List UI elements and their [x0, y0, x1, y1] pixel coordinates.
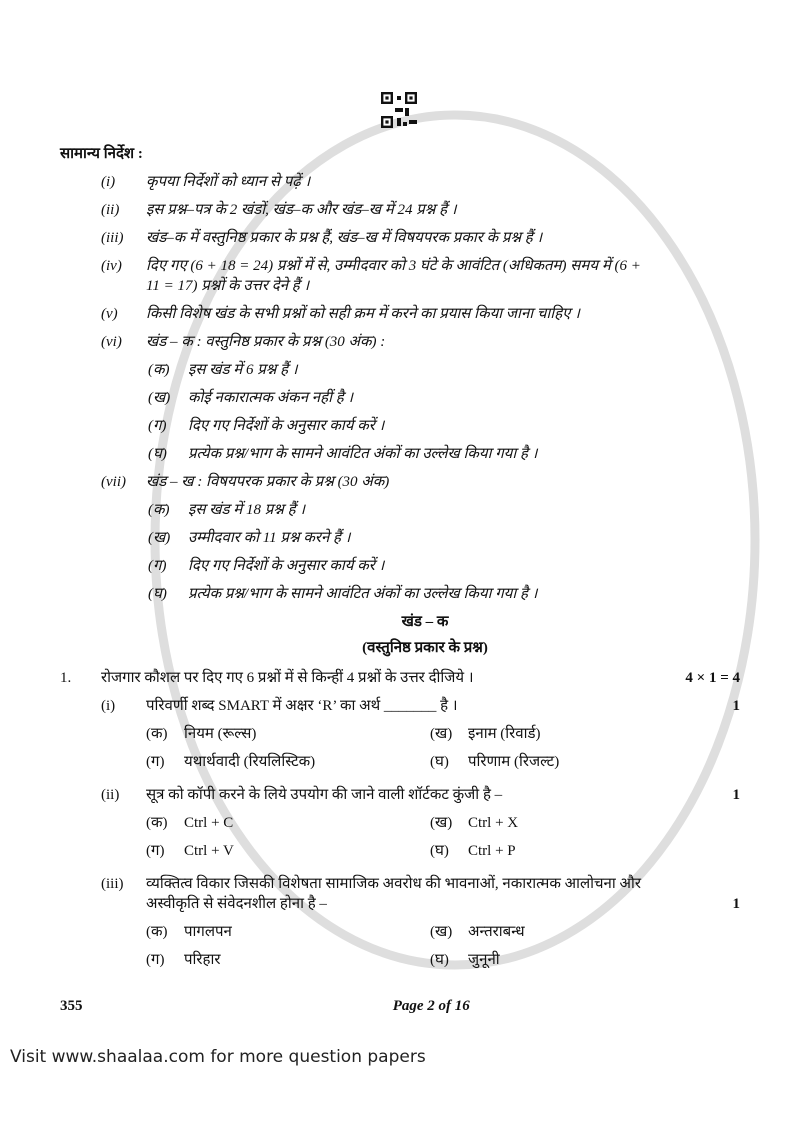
question-marks: 4 × 1 = 4 — [685, 670, 740, 686]
option — [430, 841, 740, 861]
option-text: Ctrl + C — [184, 815, 234, 831]
section-title: खंड – क — [401, 614, 449, 630]
section-subtitle: (वस्तुनिष्ठ प्रकार के प्रश्न) — [362, 640, 488, 656]
footer-link[interactable]: Visit www.shaalaa.com for more question papers — [10, 1047, 426, 1067]
part-num: (iii) — [101, 876, 124, 892]
part-num: (ii) — [101, 787, 120, 803]
option-label: (क) — [146, 924, 168, 940]
sub-item — [60, 556, 740, 576]
instruction-item — [60, 332, 740, 352]
item-num: (vi) — [101, 334, 122, 350]
sub-text: इस खंड में 6 प्रश्न हैं । — [188, 362, 298, 378]
option-label: (ख) — [430, 726, 453, 742]
sub-num: (ग) — [148, 418, 167, 434]
option — [430, 813, 740, 833]
sub-text: इस खंड में 18 प्रश्न हैं । — [188, 502, 306, 518]
sub-text: दिए गए निर्देशों के अनुसार कार्य करें । — [188, 418, 385, 434]
page-footer — [60, 996, 740, 1016]
part-text-block — [146, 874, 717, 914]
option-label: (ग) — [146, 952, 165, 968]
sub-item — [60, 500, 740, 520]
option — [146, 950, 430, 970]
part-marks: 1 — [732, 787, 740, 803]
options-grid — [60, 724, 740, 772]
option-label: (ग) — [146, 843, 165, 859]
sub-text: कोई नकारात्मक अंकन नहीं है । — [188, 390, 354, 406]
part-row — [60, 785, 740, 805]
option — [146, 752, 430, 772]
part-text: व्यक्तित्व विकार जिसकी विशेषता सामाजिक अवरोध की भावनाओं, नकारात्मक आलोचना और — [146, 876, 641, 892]
part-row — [60, 874, 740, 914]
sub-text: दिए गए निर्देशों के अनुसार कार्य करें । — [188, 558, 385, 574]
part-marks: 1 — [732, 698, 740, 714]
item-text: खंड–क में वस्तुनिष्ठ प्रकार के प्रश्न हैं, खंड–ख में विषयपरक प्रकार के प्रश्न हैं । — [146, 230, 543, 246]
sub-item — [60, 528, 740, 548]
instruction-item — [60, 472, 740, 492]
option-text: Ctrl + V — [184, 843, 234, 859]
option-text: अन्तराबन्ध — [468, 924, 525, 940]
option-text: नियम (रूल्स) — [184, 726, 257, 742]
sub-text: प्रत्येक प्रश्न/भाग के सामने आवंटित अंकों का उल्लेख किया गया है । — [188, 586, 538, 602]
item-num: (iv) — [101, 258, 122, 274]
option-label: (क) — [146, 815, 168, 831]
option-label: (ख) — [430, 815, 453, 831]
sub-num: (ग) — [148, 558, 167, 574]
option-text: यथार्थवादी (रियलिस्टिक) — [184, 754, 316, 770]
option-label: (घ) — [430, 952, 449, 968]
option-text: जुनूनी — [468, 952, 500, 968]
instruction-item — [60, 256, 740, 296]
item-text: दिए गए (6 + 18 = 24) प्रश्नों में से, उम्मीदवार को 3 घंटे के आवंटित (अधिकतम) समय में (6 + — [146, 258, 641, 274]
option — [146, 724, 430, 744]
option — [430, 950, 740, 970]
sub-item — [60, 584, 740, 604]
part-num: (i) — [101, 698, 116, 714]
item-num: (iii) — [101, 230, 124, 246]
options-grid — [60, 922, 740, 970]
instructions-title: सामान्य निर्देश : — [60, 146, 143, 162]
sub-num: (घ) — [148, 586, 167, 602]
part-marks: 1 — [732, 896, 740, 912]
sub-item — [60, 416, 740, 436]
sub-num: (घ) — [148, 446, 167, 462]
item-num: (ii) — [101, 202, 120, 218]
option-label: (ग) — [146, 754, 165, 770]
option — [430, 922, 740, 942]
sub-num: (ख) — [148, 390, 171, 406]
item-text: इस प्रश्न–पत्र के 2 खंडों, खंड–क और खंड–ख में 24 प्रश्न हैं । — [146, 202, 457, 218]
sub-num: (क) — [148, 362, 170, 378]
option-label: (घ) — [430, 754, 449, 770]
page-number: Page 2 of 16 — [392, 998, 470, 1014]
part-row — [60, 696, 740, 716]
option-text: पागलपन — [184, 924, 232, 940]
item-text-block — [146, 256, 740, 296]
question-text: रोजगार कौशल पर दिए गए 6 प्रश्नों में से किन्हीं 4 प्रश्नों के उत्तर दीजिये । — [101, 670, 474, 686]
part-text: सूत्र को कॉपी करने के लिये उपयोग की जाने वाली शॉर्टकट कुंजी है – — [146, 787, 503, 803]
option — [430, 752, 740, 772]
sub-num: (ख) — [148, 530, 171, 546]
sub-text: उम्मीदवार को 11 प्रश्न करने हैं । — [188, 530, 351, 546]
item-text: खंड – क : वस्तुनिष्ठ प्रकार के प्रश्न (30 अंक) : — [146, 334, 386, 350]
item-num: (i) — [101, 174, 116, 190]
option — [146, 813, 430, 833]
instruction-item — [60, 304, 740, 324]
item-text: खंड – ख : विषयपरक प्रकार के प्रश्न (30 अंक) — [146, 474, 390, 490]
item-num: (vii) — [101, 474, 126, 490]
option — [146, 841, 430, 861]
item-text-cont: 11 = 17) प्रश्नों के उत्तर देने हैं । — [146, 278, 310, 294]
option-label: (ख) — [430, 924, 453, 940]
option-text: परिहार — [184, 952, 221, 968]
options-grid — [60, 813, 740, 861]
sub-item — [60, 444, 740, 464]
option-text: परिणाम (रिजल्ट) — [468, 754, 560, 770]
part-text: परिवर्णी शब्द SMART में अक्षर ‘R’ का अर्थ _______ है । — [146, 698, 458, 714]
paper-code: 355 — [60, 998, 83, 1014]
option — [430, 724, 740, 744]
instruction-item — [60, 172, 740, 192]
instruction-item — [60, 228, 740, 248]
question-row — [60, 668, 740, 688]
item-text: कृपया निर्देशों को ध्यान से पढ़ें । — [146, 174, 311, 190]
option-text: Ctrl + X — [468, 815, 519, 831]
item-num: (v) — [101, 306, 118, 322]
sub-item — [60, 360, 740, 380]
part-text-cont: अस्वीकृति से संवेदनशील होना है – — [146, 896, 327, 912]
option — [146, 922, 430, 942]
item-text: किसी विशेष खंड के सभी प्रश्नों को सही क्रम में करने का प्रयास किया जाना चाहिए । — [146, 306, 580, 322]
question-number: 1. — [60, 670, 72, 686]
sub-item — [60, 388, 740, 408]
option-label: (घ) — [430, 843, 449, 859]
option-text: Ctrl + P — [468, 843, 516, 859]
sub-num: (क) — [148, 502, 170, 518]
instruction-item — [60, 200, 740, 220]
sub-text: प्रत्येक प्रश्न/भाग के सामने आवंटित अंकों का उल्लेख किया गया है । — [188, 446, 538, 462]
option-text: इनाम (रिवार्ड) — [468, 726, 541, 742]
option-label: (क) — [146, 726, 168, 742]
